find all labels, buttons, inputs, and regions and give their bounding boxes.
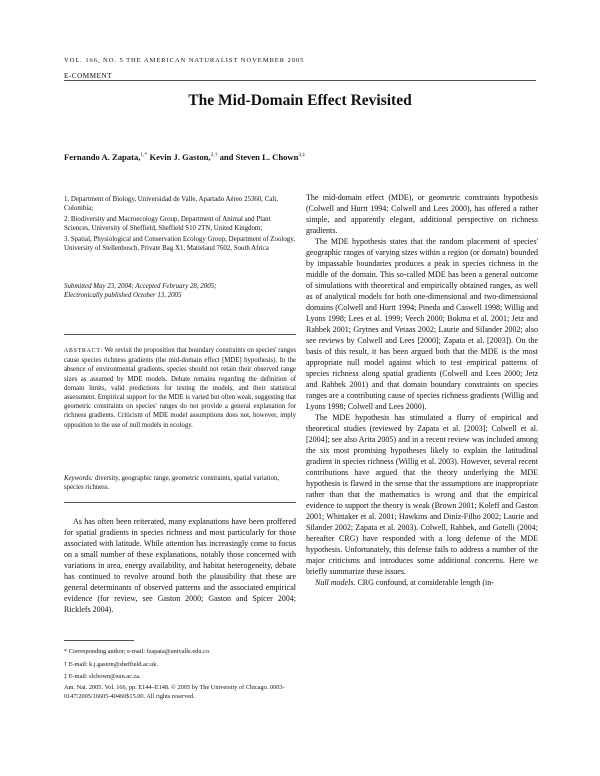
keywords-text: diversity, geographic range, geometric constraints, spatial variation, species richness. xyxy=(64,475,280,492)
right-column xyxy=(306,192,538,588)
author-1-mark: 1,* xyxy=(140,152,148,159)
citation: Am. Nat. 2005. Vol. 166, pp. E144–E148. © 2005 by The University of Chicago. 0003-0147/2005/16605-40460$15.00. All rights reserved. xyxy=(64,684,285,700)
abstract-bottom-rule xyxy=(64,502,296,503)
running-head: VOL. 166, NO. 5 THE AMERICAN NATURALIST NOVEMBER 2005 xyxy=(64,57,305,64)
section-label: E-COMMENT xyxy=(64,72,113,80)
dates-line-2: Electronically published October 13, 2005 xyxy=(64,292,182,300)
keywords xyxy=(64,474,296,492)
intro-text: As has often been reiterated, many explanations have been proffered for spatial gradients in species richness and most particularly for those associated with latitude. While attention has increasingly come to focus on a small number of these explanations, notably those concerned with variations in area, energy availability, and habitat heterogeneity, debate has continued to revolve around both the plausibility that these are general determinants of observed patterns and the associated empirical evidence (for review, see Gaston 2000; Gaston and Spicer 2004; Ricklefs 2004). xyxy=(64,517,296,614)
footnote-corresponding: * Corresponding author; e-mail: fzapata@univalle.edu.co. xyxy=(64,648,211,655)
body-paragraph-2: The MDE hypothesis states that the random placement of species' geographic ranges of varying sizes within a region (or domain) bounded by impassable boundaries produces a peak in species richness in the middle of the domain. This so-called MDE has been a general outcome of simulations with theoretical and empirically obtained ranges, as well as of analytical models for both one-dimensional and two-dimensional domains (Colwell and Hurtt 1994; Pineda and Caswell 1998; Willig and Lyons 1998; Lees et al. 1999; Veech 2000; Bokma et al. 2001; Jetz and Rahbek 2001; Grytnes and Vetaas 2002; Laurie and Silander 2002; also see reviews by Colwell and Lees [2000]; Zapata et al. [2003]). On the basis of this result, it has been argued both that the MDE is the most appropriate null model against which to test empirical patterns of species richness along spatial gradients (Colwell and Lees 2000; Jetz and Rahbek 2001) and that domain boundary constraints on species ranges are a contributing cause of species richness gradients (Willig and Lyons 1998; Colwell and Lees 2000). xyxy=(306,237,538,411)
abstract-text: We revisit the proposition that boundary constraints on species' ranges cause species richness gradients (the mid-domain effect [MDE] hypothesis). In the absence of environmental gradients, species should not retain their observed range sizes as assumed by MDE models. Debate remains regarding the definition of domain limits, valid predictions for testing the models, and their statistical assessment. Empirical support for the MDE is varied but often weak, suggesting that geometric constraints on species' ranges do not provide a general explanation for richness gradients. Criticism of MDE model assumptions does not, however, imply opposition to the use of null models in ecology. xyxy=(64,347,296,429)
header-rule xyxy=(64,80,536,81)
article-title: The Mid-Domain Effect Revisited xyxy=(188,92,412,109)
footnote-chown: ‡ E-mail: slchown@sun.ac.za. xyxy=(64,673,141,680)
body-paragraph-4 xyxy=(306,577,538,588)
abstract-label: ABSTRACT: xyxy=(64,348,103,354)
keywords-label: Keywords: xyxy=(64,475,94,482)
author-2-mark: 2,† xyxy=(210,152,218,159)
intro-paragraph xyxy=(64,516,296,615)
dates-line-1: Submitted May 23, 2004; Accepted February 28, 2005; xyxy=(64,283,217,290)
body-paragraph-3: The MDE hypothesis has stimulated a flurry of empirical and theoretical studies (reviewed by Zapata et al. [2003]; Colwell et al. [2004]; see also Arita 2005) and in a recent review was included among the six most promising hypotheses likely to explain the latitudinal gradient in species richness (Willig et al. 2003). However, several recent contributions have argued that the theory underlying the MDE hypothesis is flawed in the sense that the assumptions are inappropriate rather than that the mathematics is wrong and that the empirical evidence to support the theory is weak (Brown 2001; Koleff and Gaston 2001; Whittaker et al. 2001; Hawkins and Diniz-Filho 2002; Laurie and Silander 2002; Zapata et al. 2003). Colwell, Rahbek, and Gotelli (2004; hereafter CRG) have responded with a long defense of the MDE hypothesis. Unfortunately, this defense fails to address a number of the major criticisms and introduces some additional concerns. Here we briefly summarize these issues. xyxy=(306,413,538,576)
author-3: and Steven L. Chown xyxy=(219,152,299,162)
abstract-top-rule xyxy=(64,334,296,335)
author-list xyxy=(64,152,305,162)
submission-dates xyxy=(64,282,296,301)
abstract xyxy=(64,346,296,430)
body-paragraph-1: The mid-domain effect (MDE), or geometric constraints hypothesis (Colwell and Hurtt 1994; Colwell and Lees 2000), has offered a rather simple, and apparently elegant, additional perspective on richness gradients. xyxy=(306,193,538,235)
footnotes xyxy=(64,646,296,684)
null-models-text: CRG confound, at considerable length (in- xyxy=(357,578,494,587)
footnote-gaston: † E-mail: k.j.gaston@sheffield.ac.uk. xyxy=(64,660,158,668)
affiliation-3: 3. Spatial, Physiological and Conservation Ecology Group, Department of Zoology, University of Stellenbosch, Private Bag X1, Matieland 7602, South Africa xyxy=(64,235,295,253)
null-models-heading: Null models. xyxy=(315,578,356,587)
affiliations xyxy=(64,195,296,254)
author-2: Kevin J. Gaston, xyxy=(149,152,211,162)
affiliation-2: 2. Biodiversity and Macroecology Group, Department of Animal and Plant Sciences, University of Sheffield, Sheffield S10 2TN, United Kingdom; xyxy=(64,215,271,233)
affiliation-1: 1. Department of Biology, Universidad de Valle, Apartado Aéreo 25360, Cali, Colombia; xyxy=(64,196,278,213)
author-1: Fernando A. Zapata, xyxy=(64,152,141,162)
author-3-mark: 3,‡ xyxy=(298,152,306,159)
footnote-rule xyxy=(64,640,134,641)
